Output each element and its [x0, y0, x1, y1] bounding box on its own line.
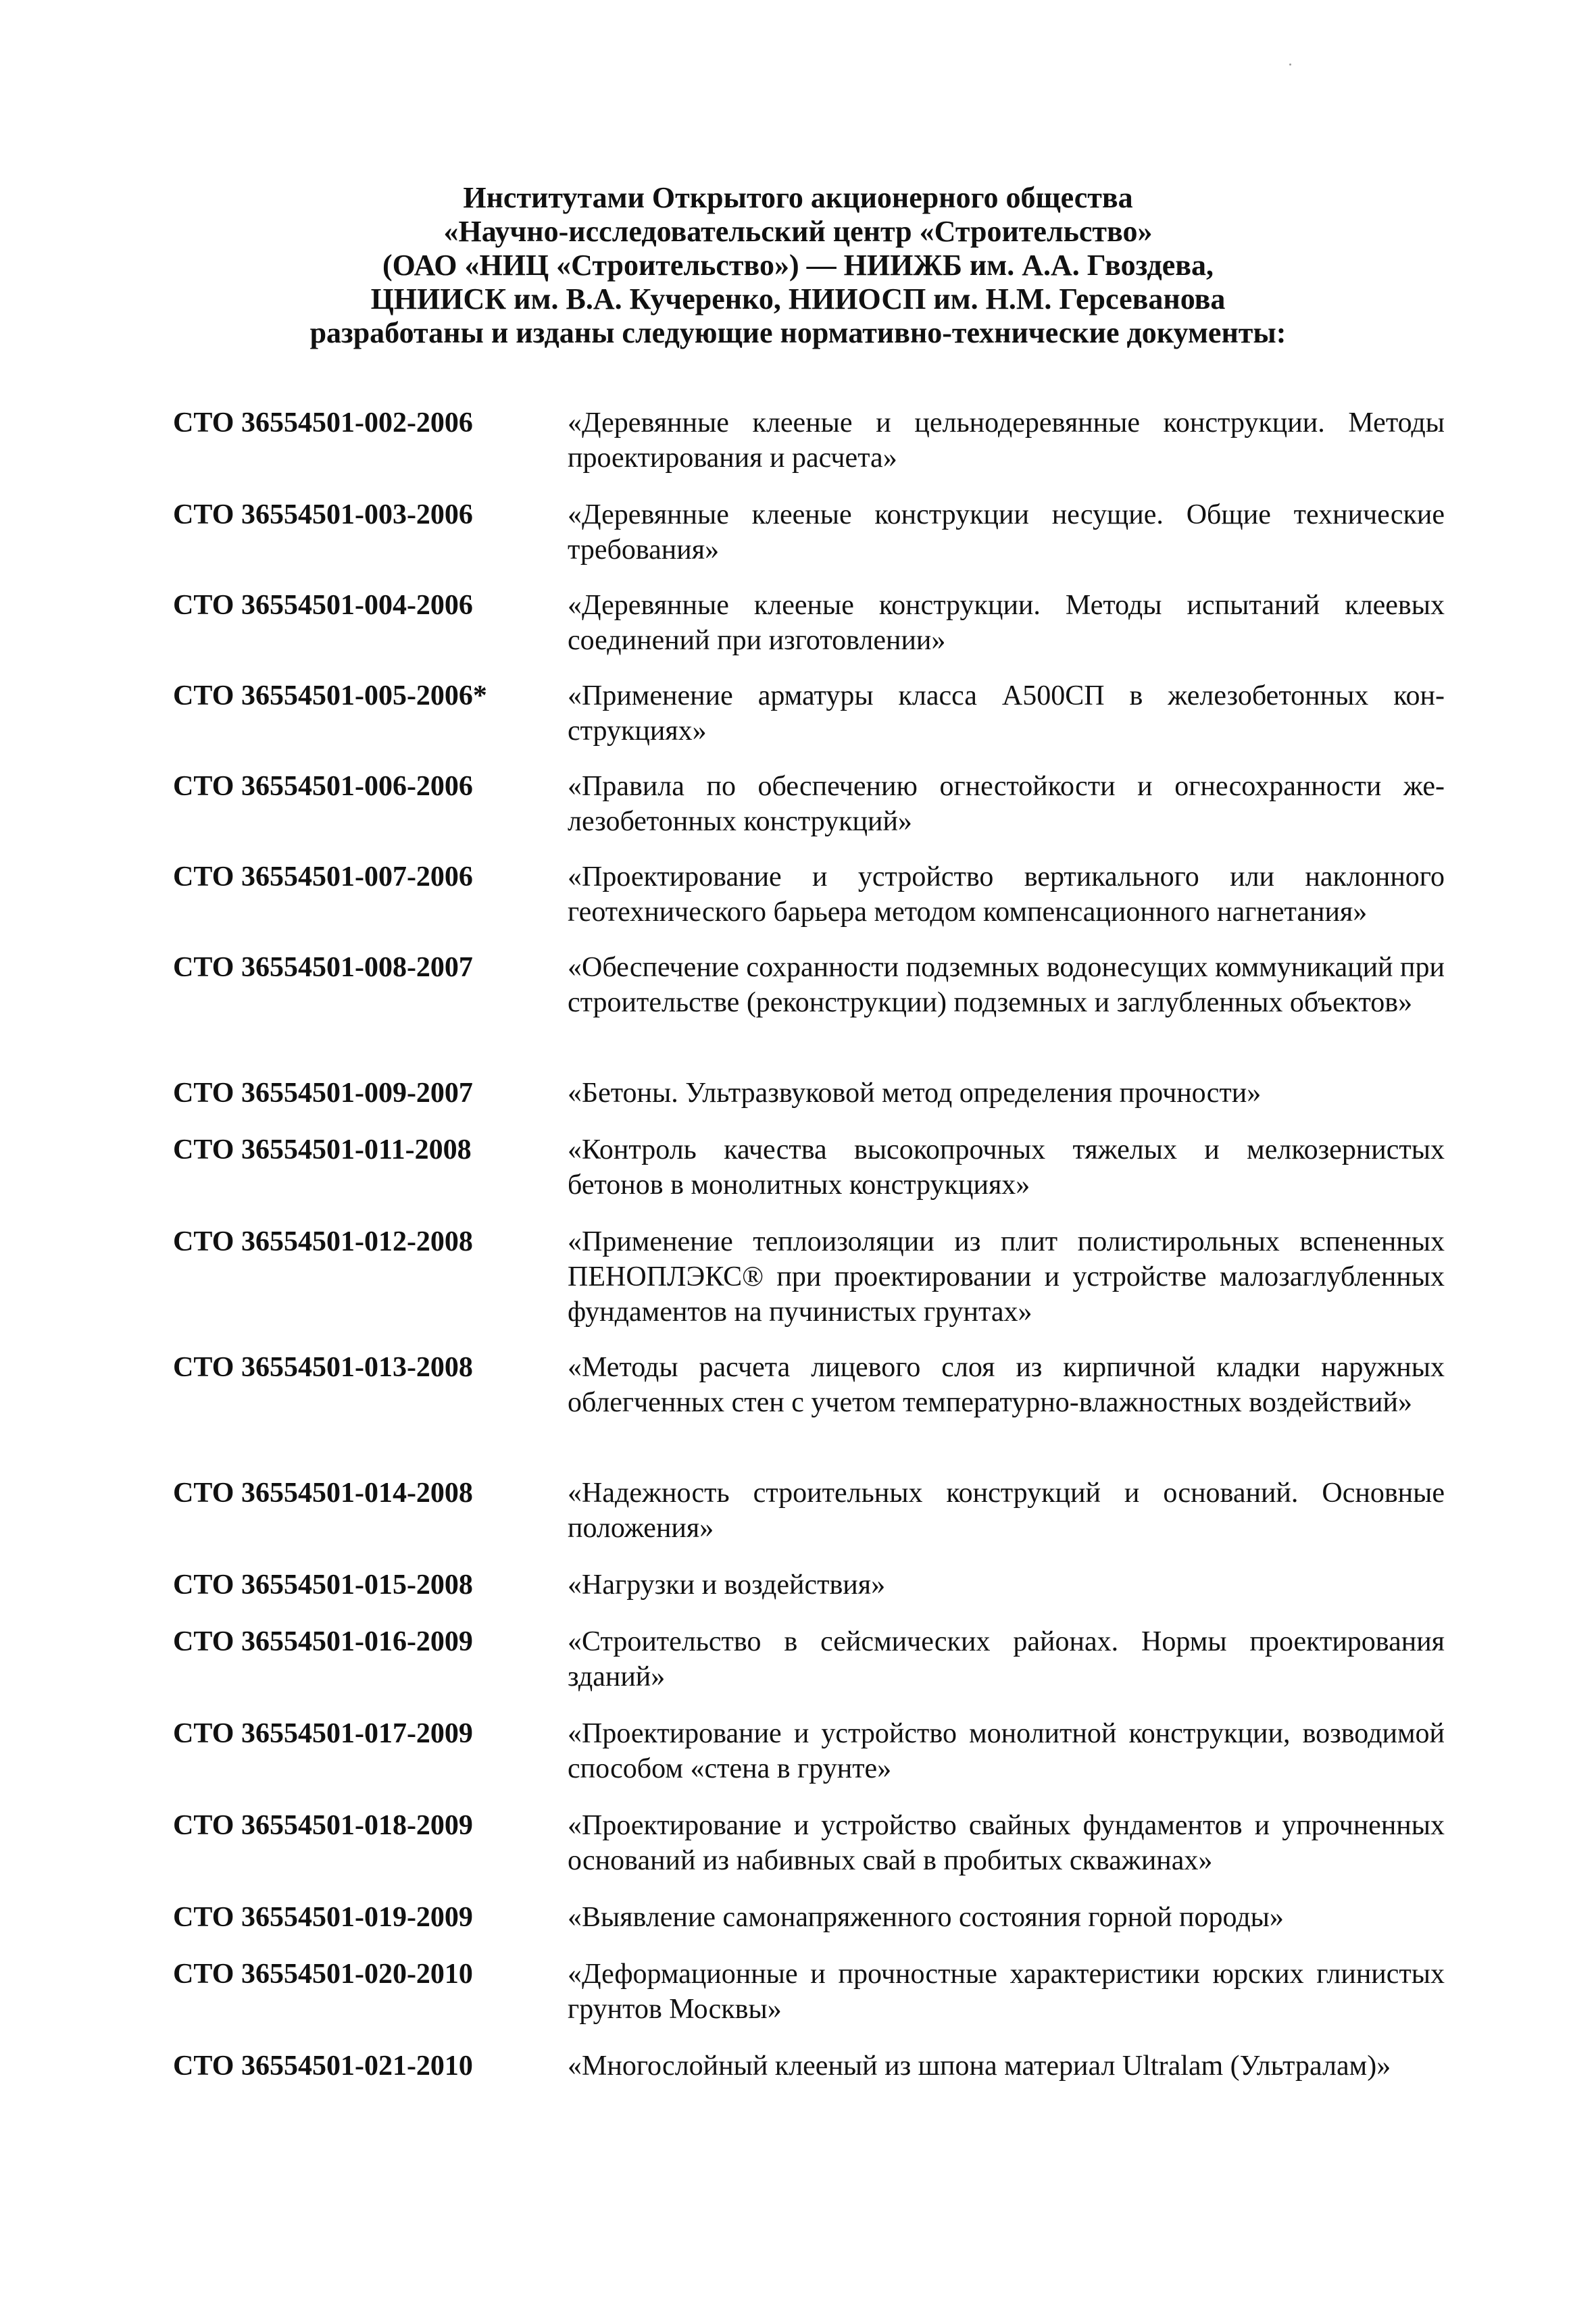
standard-title: «Обеспечение сохранности подземных водонесущих коммуникаций при строительстве (реконструкции) подземных и заглубленных объектов»	[568, 952, 1445, 1018]
standard-entry	[173, 950, 1445, 1020]
standard-code: СТО 36554501-008-2007	[173, 952, 473, 983]
standard-entry	[173, 1900, 1445, 1935]
standard-title: «Проектирование и устройство свайных фундаментов и упрочненных оснований из набивных свай в пробитых скважинах»	[568, 1810, 1445, 1876]
standard-entry	[173, 1076, 1445, 1111]
standard-entry	[173, 1716, 1445, 1786]
standard-entry	[173, 1567, 1445, 1603]
standard-entry	[173, 588, 1445, 658]
standard-code: СТО 36554501-006-2006	[173, 771, 473, 802]
standard-title: «Многослойный клееный из шпона материал Ultralam (Ультралам)»	[568, 2051, 1391, 2082]
standard-title: «Контроль качества высокопрочных тяжелых и мелкозернистых бетонов в монолитных конструкциях»	[568, 1134, 1445, 1201]
standard-code: СТО 36554501-014-2008	[173, 1478, 473, 1509]
standard-title: «Выявление самонапряженного состояния горной породы»	[568, 1902, 1284, 1933]
standard-title: «Проектирование и устройство вертикального или наклонного геотехнического барьера методом компенсационного нагнетания»	[568, 861, 1445, 928]
standard-code: СТО 36554501-019-2009	[173, 1902, 473, 1933]
header-line: разработаны и изданы следующие нормативно-технические документы:	[309, 316, 1287, 349]
document-header	[0, 181, 1596, 350]
standard-title: «Деревянные клееные конструкции несущие. Общие технические требования»	[568, 499, 1445, 565]
standard-code: СТО 36554501-012-2008	[173, 1226, 473, 1257]
standard-code: СТО 36554501-007-2006	[173, 861, 473, 892]
standard-entry	[173, 1476, 1445, 1546]
standard-title: «Деревянные клееные конструкции. Методы испытаний клеевых соединений при изготовлении»	[568, 590, 1445, 656]
standard-entry	[173, 678, 1445, 749]
standard-code: СТО 36554501-011-2008	[173, 1134, 472, 1165]
standard-code: СТО 36554501-002-2006	[173, 407, 473, 438]
standard-code: СТО 36554501-003-2006	[173, 499, 473, 530]
standard-entry	[173, 1957, 1445, 2027]
standard-code: СТО 36554501-016-2009	[173, 1626, 473, 1657]
standard-code: СТО 36554501-009-2007	[173, 1078, 473, 1109]
standard-code: СТО 36554501-013-2008	[173, 1352, 473, 1383]
standard-entry	[173, 1224, 1445, 1330]
standard-entry	[173, 1808, 1445, 1878]
standard-code: СТО 36554501-017-2009	[173, 1718, 473, 1749]
standard-title: «Надежность строительных конструкций и оснований. Основные положения»	[568, 1478, 1445, 1544]
standard-entry	[173, 405, 1445, 476]
standard-entry	[173, 859, 1445, 930]
header-line: «Научно-исследовательский центр «Строительство»	[443, 215, 1153, 248]
standard-title: «Проектирование и устройство монолитной конструкции, возводимой способом «стена в грунте»	[568, 1718, 1445, 1784]
standard-code: СТО 36554501-005-2006*	[173, 680, 487, 711]
standard-code: СТО 36554501-015-2008	[173, 1569, 473, 1601]
standard-entry	[173, 1132, 1445, 1203]
standard-entry	[173, 1350, 1445, 1420]
standard-title: «Правила по обеспечению огнестойкости и огнесохранности железобетонных конструкций»	[568, 771, 1445, 837]
standard-entry	[173, 769, 1445, 839]
header-line: (ОАО «НИЦ «Строительство») — НИИЖБ им. А.А. Гвоздева,	[382, 249, 1214, 282]
standard-code: СТО 36554501-021-2010	[173, 2051, 473, 2082]
standard-title: «Применение теплоизоляции из плит полистирольных вспененных ПЕНОПЛЭКС® при проектировании и устройстве малозаглубленных фундаментов на пучинистых грунтах»	[568, 1226, 1445, 1328]
scan-speck	[1289, 64, 1291, 66]
standard-title: «Методы расчета лицевого слоя из кирпичной кладки наружных облегченных стен с учетом температурно-влажностных воздействий»	[568, 1352, 1445, 1418]
standard-title: «Бетоны. Ультразвуковой метод определения прочности»	[568, 1078, 1262, 1109]
header-line: ЦНИИСК им. В.А. Кучеренко, НИИОСП им. Н.М. Герсеванова	[370, 282, 1226, 316]
standard-entry	[173, 2048, 1445, 2084]
standard-code: СТО 36554501-020-2010	[173, 1959, 473, 1990]
standard-title: «Деревянные клееные и цельнодеревянные конструкции. Методы проектирования и расчета»	[568, 407, 1445, 474]
standard-entry	[173, 1624, 1445, 1694]
standard-code: СТО 36554501-018-2009	[173, 1810, 473, 1841]
standard-title: «Деформационные и прочностные характеристики юрских глинистых грунтов Москвы»	[568, 1959, 1445, 2025]
standard-title: «Применение арматуры класса А500СП в железобетонных конструкциях»	[568, 680, 1445, 747]
standard-title: «Нагрузки и воздействия»	[568, 1569, 886, 1601]
standard-title: «Строительство в сейсмических районах. Нормы проектирования зданий»	[568, 1626, 1445, 1692]
header-line: Институтами Открытого акционерного общества	[463, 181, 1133, 214]
standard-entry	[173, 497, 1445, 568]
standard-code: СТО 36554501-004-2006	[173, 590, 473, 621]
